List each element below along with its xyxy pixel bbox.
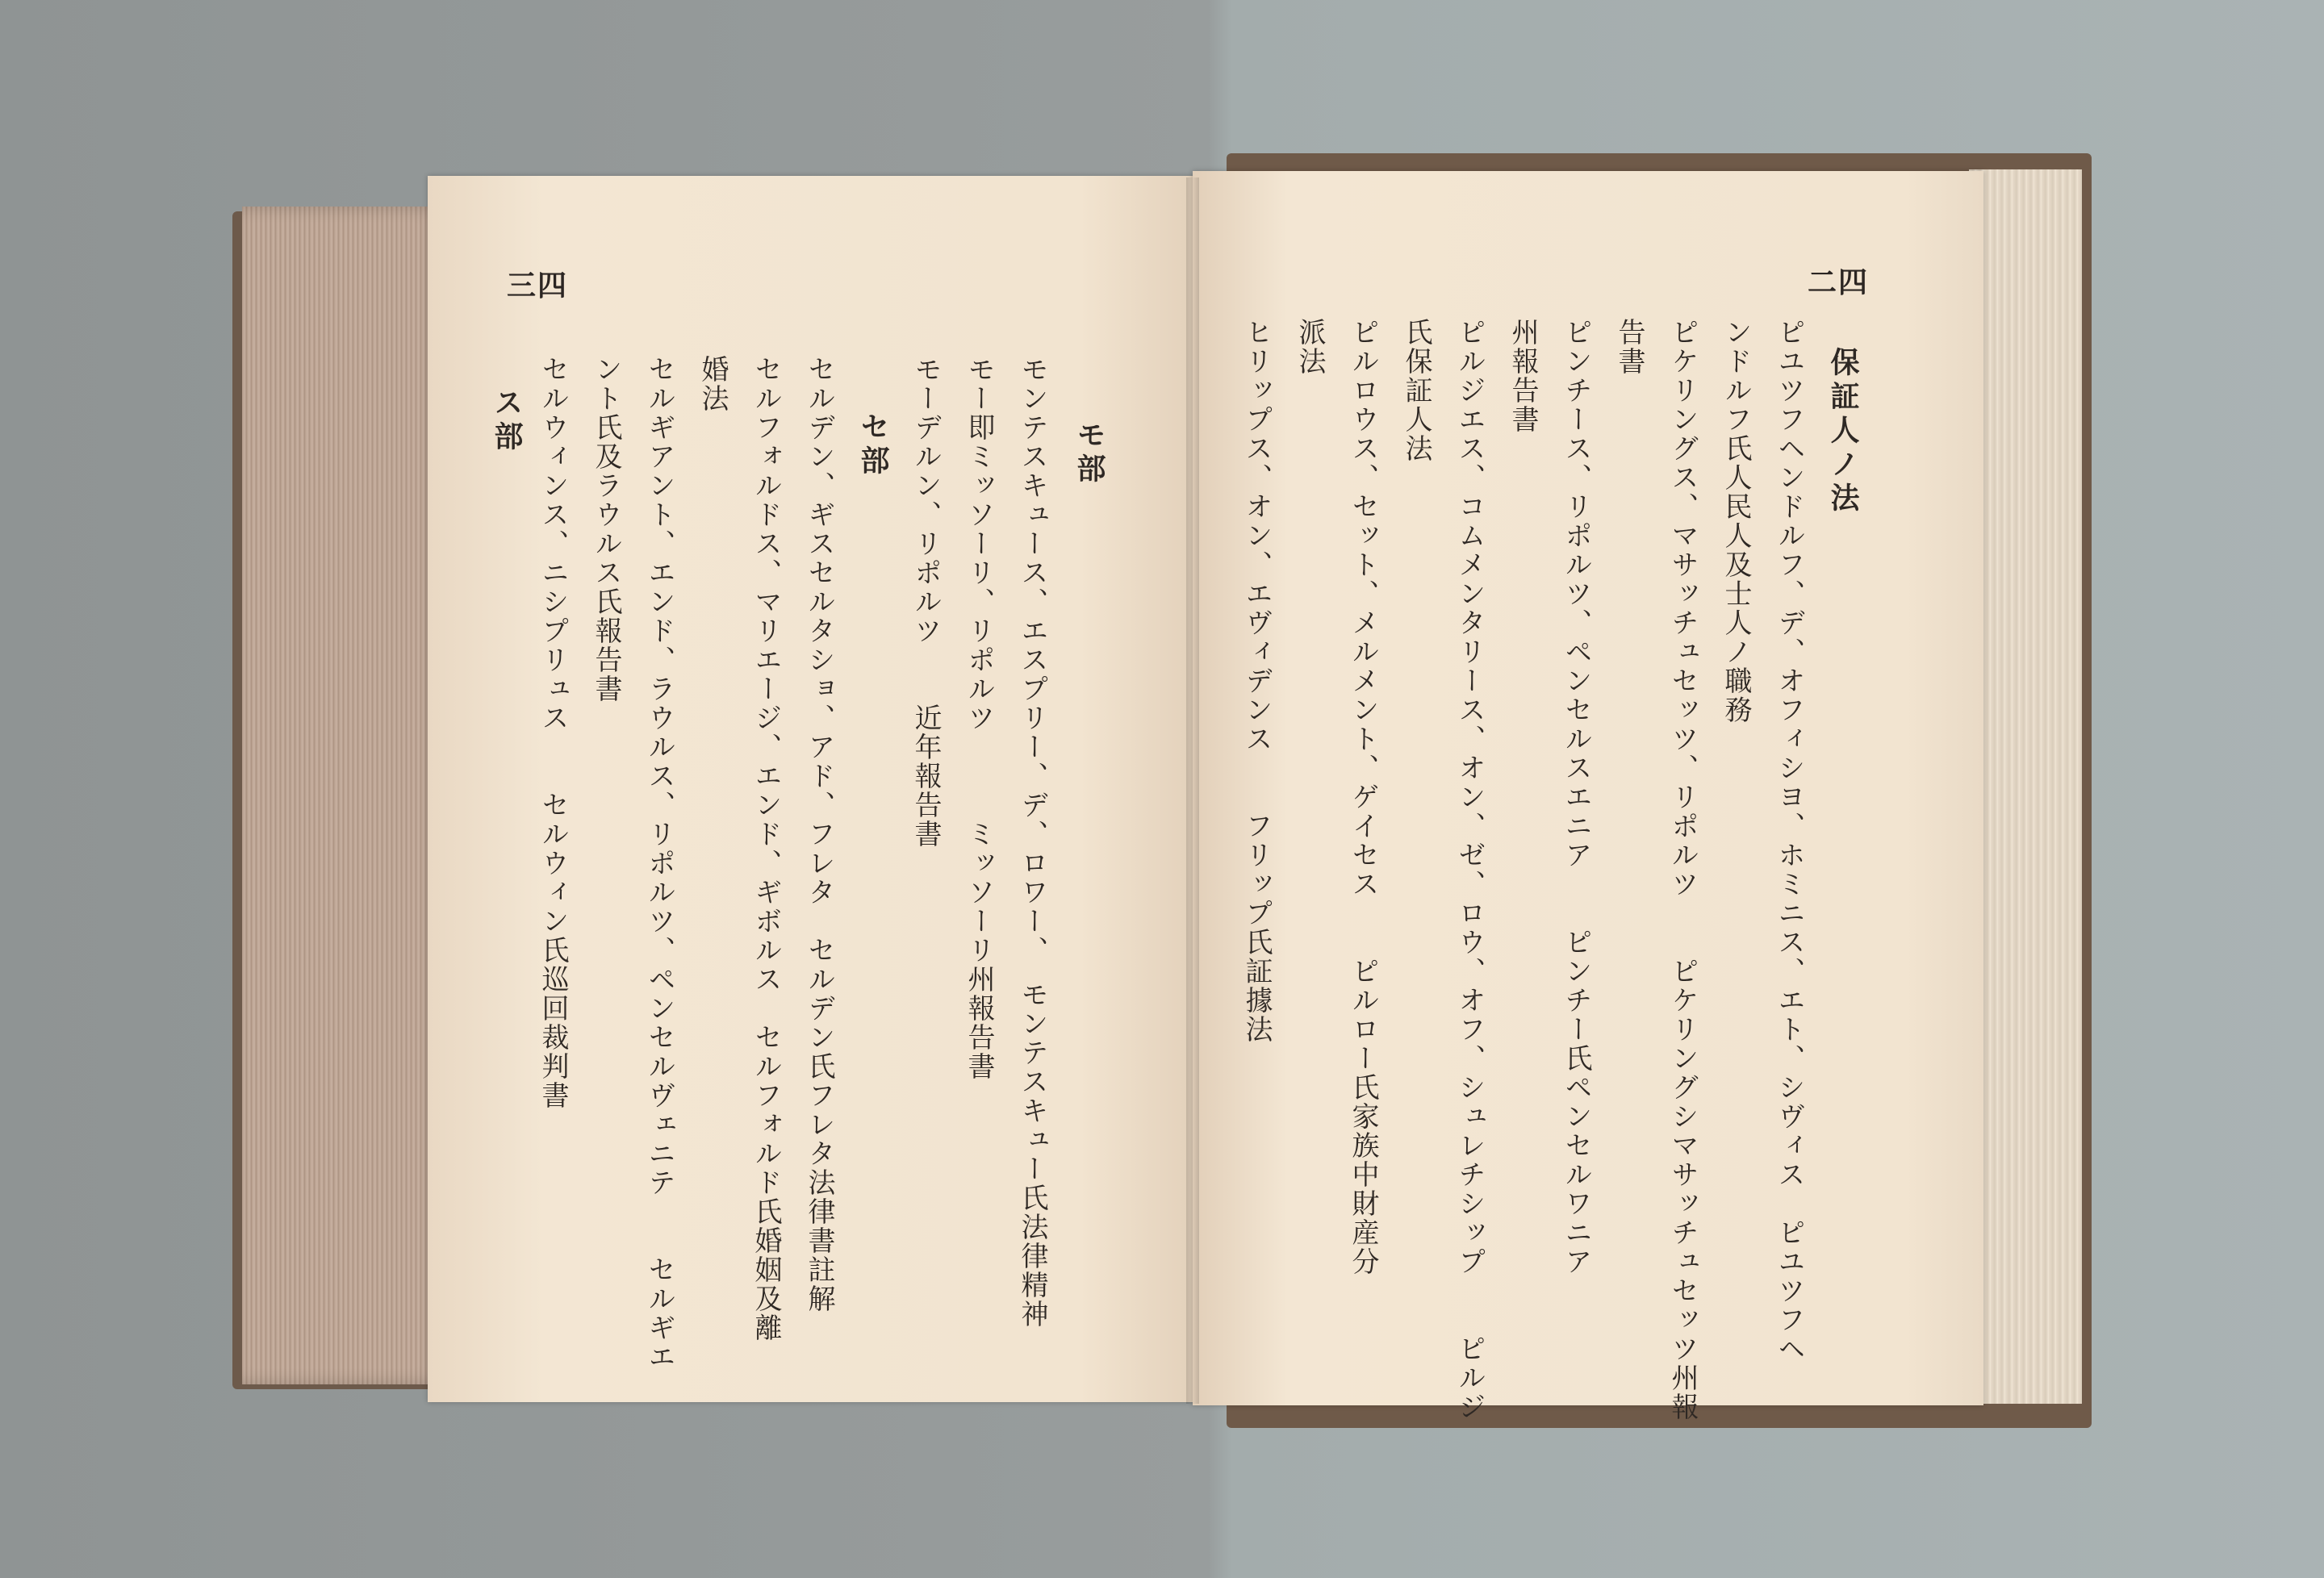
right-col-9: 氏保証人法 bbox=[1400, 318, 1432, 463]
right-page-number: 二四 bbox=[1808, 265, 1870, 299]
left-col-5: セ部 bbox=[856, 411, 890, 479]
left-col-6: セルデン、ギスセルタショ、アド、フレタ セルデン氏フレタ法律書註解 bbox=[803, 355, 835, 1313]
left-col-1: モ部 bbox=[1072, 420, 1106, 487]
right-col-6: ピンチース、リポルツ、ペンセルスエニア ピンチー氏ペンセルワニア bbox=[1560, 318, 1592, 1276]
page-block-edge-left bbox=[242, 207, 444, 1384]
left-col-7: セルフォルドス、マリエージ、エンド、ギボルス セルフォルド氏婚姻及離 bbox=[750, 355, 782, 1342]
book-gutter bbox=[1186, 177, 1199, 1404]
left-col-12: ス部 bbox=[490, 387, 524, 455]
left-col-4: モーデルン、リポルツ 近年報告書 bbox=[909, 355, 942, 849]
left-col-9: セルギアント、エンド、ラウルス、リポルツ、ペンセルヴェニテ セルギエ bbox=[643, 355, 675, 1371]
right-col-2: ピユツフヘンドルフ、デ、オフィシヨ、ホミニス、エト、シヴィス ピユツフヘ bbox=[1773, 318, 1805, 1363]
right-col-1: 保証人ノ法 bbox=[1826, 347, 1860, 516]
right-col-8: ピルジエス、コムメンタリース、オン、ゼ、ロウ、オフ、シュレチシップ ピルジ bbox=[1453, 318, 1486, 1421]
left-col-10: ント氏及ラウルス氏報告書 bbox=[590, 355, 622, 703]
right-col-5: 告書 bbox=[1613, 318, 1645, 376]
right-col-3: ンドルフ氏人民人及士人ノ職務 bbox=[1720, 318, 1752, 724]
page-stack-edge-right bbox=[1969, 169, 2082, 1404]
right-col-4: ピケリングス、マサッチュセッツ、リポルツ ピケリングシマサッチュセッツ州報 bbox=[1666, 318, 1699, 1421]
right-col-10: ピルロウス、セット、メルメント、ゲイセス ピルロー氏家族中財産分 bbox=[1347, 318, 1379, 1276]
left-col-11: セルウィンス、ニシプリュス セルウィン氏巡回裁判書 bbox=[537, 355, 569, 1110]
right-col-7: 州報告書 bbox=[1507, 318, 1539, 434]
right-col-11: 派法 bbox=[1294, 318, 1326, 376]
left-col-3: モー即ミッソーリ、リポルツ ミッソーリ州報告書 bbox=[963, 355, 995, 1081]
right-col-12: ヒリップス、オン、エヴィデンス フリップ氏証據法 bbox=[1240, 318, 1273, 1044]
left-page-number: 三四 bbox=[507, 269, 569, 303]
left-col-2: モンテスキュース、エスプリー、デ、ロワー、 モンテスキュー氏法律精神 bbox=[1016, 355, 1048, 1329]
left-col-8: 婚法 bbox=[696, 355, 729, 413]
